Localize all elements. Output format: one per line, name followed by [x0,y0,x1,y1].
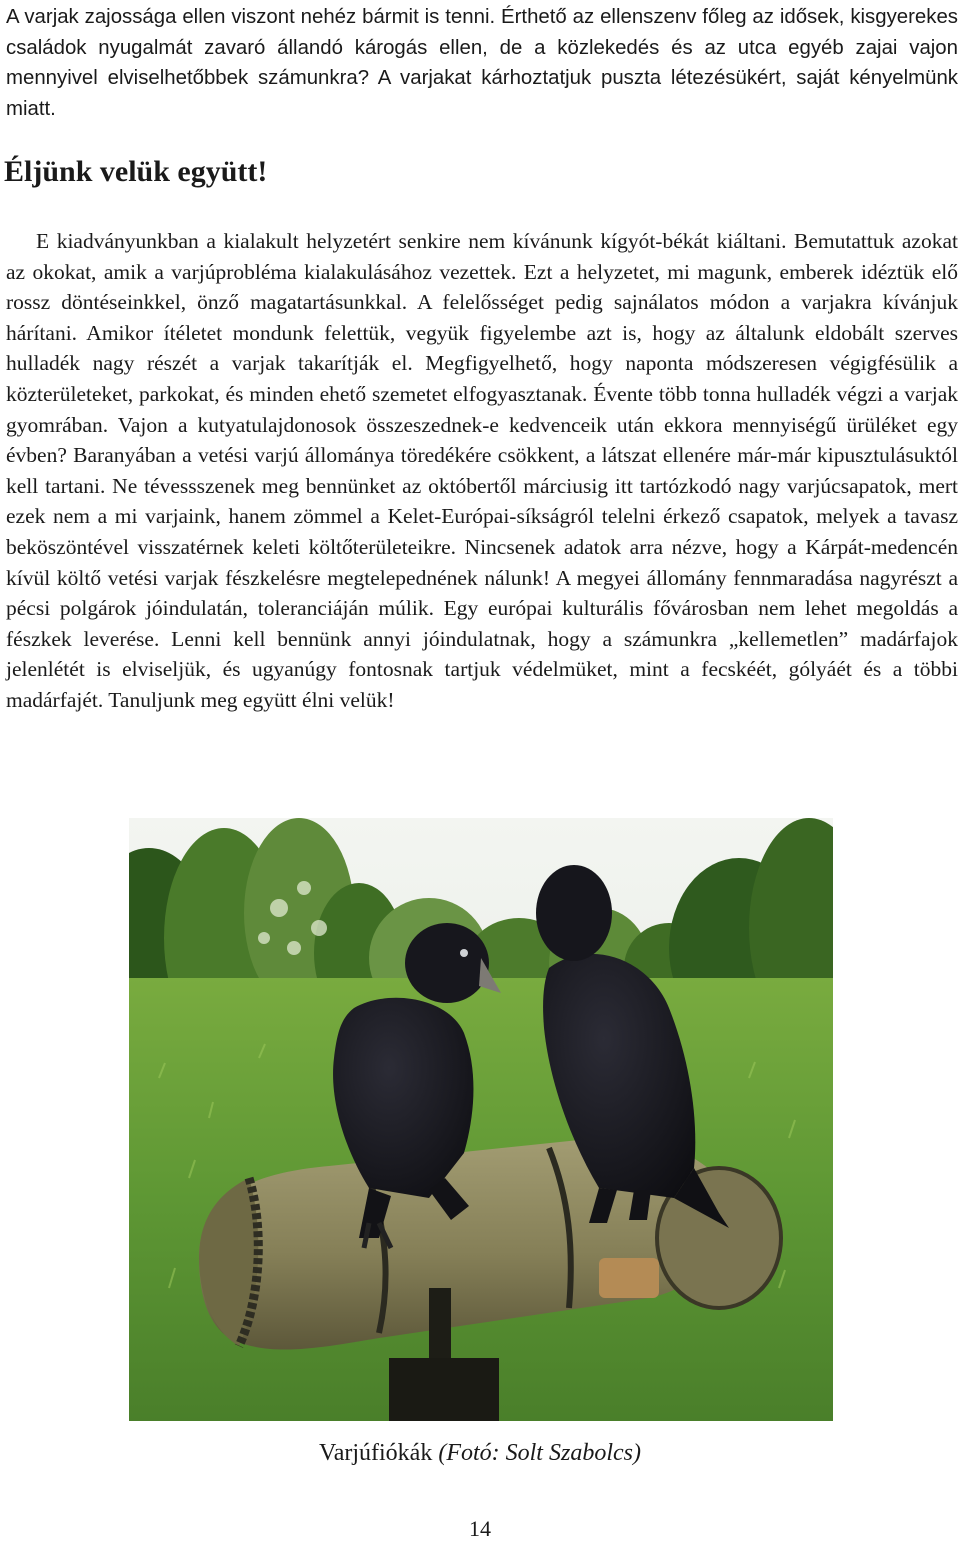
crow-fledglings-photo [129,818,833,1421]
photo-caption [0,1436,960,1470]
page-number: 14 [469,1516,491,1541]
caption-credit: (Fotó: Solt Szabolcs) [438,1440,641,1466]
caption-main: Varjúfiókák [319,1440,439,1466]
intro-paragraph: A varjak zajossága ellen viszont nehéz bármit is tenni. Érthető az ellenszenv főleg az idősek, kisgyerekes családok nyugalmát zavaró állandó károgás ellen, de a közlekedés és az utca egyéb zajai vajon mennyivel elviselhetőbbek számunkra? A varjakat kárhoztatjuk puszta létezésükért, saját kényelmünk miatt. [6,6,958,120]
body-paragraph: E kiadványunkban a kialakult helyzetért senkire nem kívánunk kígyót-békát kiáltani. Bemutattuk azokat az okokat, amik a varjúprobléma kialakulásához vezettek. Ezt a helyzetet, mi magunk, emberek idéztük elő rossz döntéseinkkel, önző magatartásunkkal. A felelősséget pedig sajnálatos módon a varjakra kívánjuk hárítani. Amikor ítéletet mondunk felettük, vegyük figyelembe azt is, hogy az általunk eldobált szerves hulladék nagy részét a varjak takarítják el. Megfigyelhető, hogy naponta módszeresen végigfésülik a közterületeket, parkokat, és minden ehető szemetet elfogyasztanak. Évente több tonna hulladék végzi a varjak gyomrában. Vajon a kutyatulajdonosok összeszednek-e kedvenceik után ekkora mennyiségű ürüléket egy évben? Baranyában a vetési varjú állománya töredékére csökkent, a látszat ellenére már-már kipusztulásuktól kell tartani. Ne tévessszenek meg bennünket az októbertől márciusig itt tartózkodó nagy varjúcsapatok, mert ezek nem a mi varjaink, hanem zömmel a Kelet-Európai-síkságról telelni érkező csapatok, melyek a tavasz beköszöntével visszatérnek keleti költőterületeikre. Nincsenek adatok arra nézve, hogy a Kárpát-medencén kívül költő vetési varjak fészkelésre megtelepednének nálunk! A megyei állomány fennmaradása nagyrészt a pécsi polgárok jóindulatán, toleranciáján múlik. Egy európai kulturális fővárosban nem lehet megoldás a fészkek leverése. Lenni kell bennünk annyi jóindulatnak, hogy a számunkra „kellemetlen” madárfajok jelenlétét is elviseljük, és ugyanúgy fontosnak tartjuk védelmüket, mint a fecskéét, gólyáét és a többi madárfajét. Tanuljunk meg együtt élni velük! [6,229,958,712]
section-heading: Éljünk velük együtt! [4,155,268,188]
